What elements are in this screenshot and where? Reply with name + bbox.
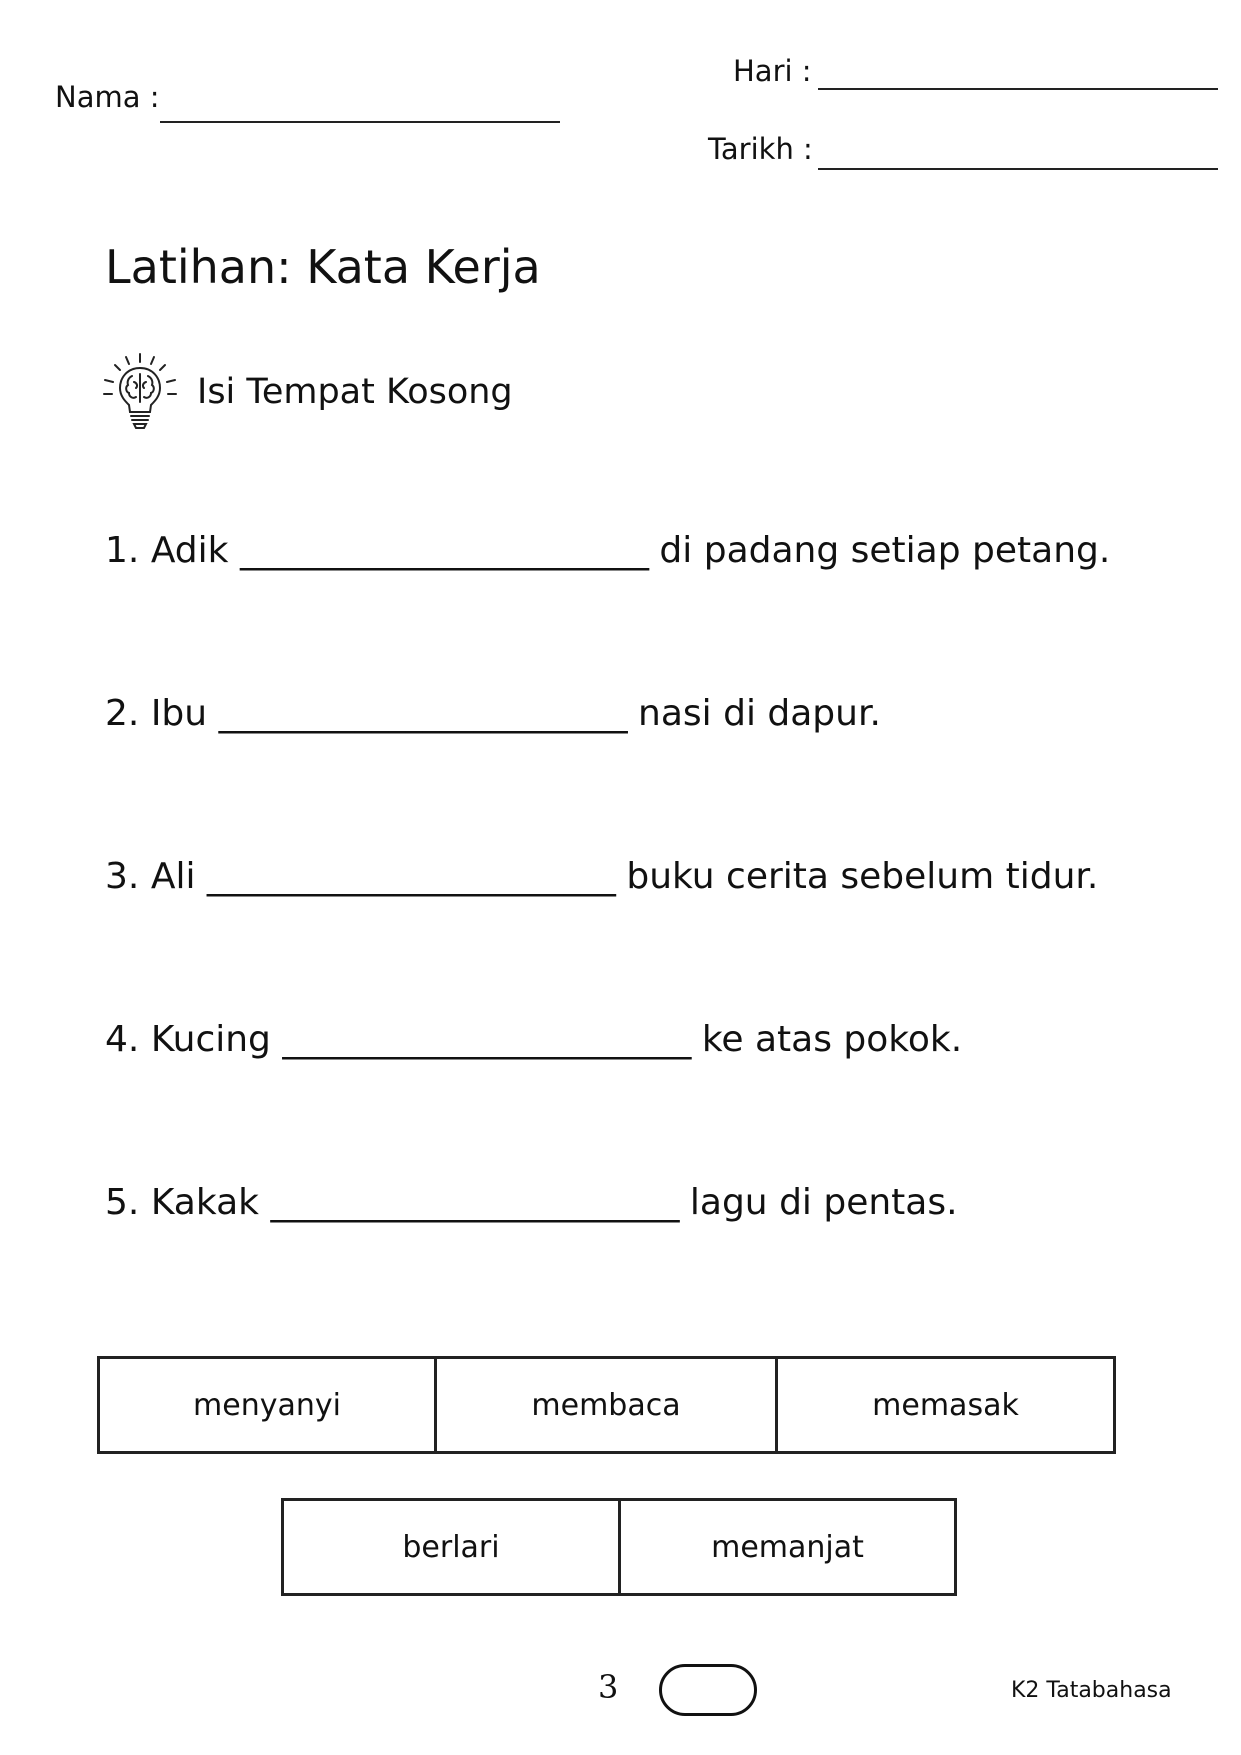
question-subject: Kakak [150,1182,259,1223]
question-number: 5. [105,1182,140,1223]
question-rest: di padang setiap petang. [659,530,1111,571]
page-title: Latihan: Kata Kerja [105,240,541,294]
section-heading: Isi Tempat Kosong [197,372,513,412]
page-number: 3 [598,1668,619,1706]
question-rest: ke atas pokok. [701,1019,963,1060]
question-rest: buku cerita sebelum tidur. [626,856,1099,897]
answer-blank[interactable]: ________________________ [206,856,615,897]
word-bank-row-2 [281,1498,957,1596]
nama-field-line[interactable] [160,121,560,123]
score-box[interactable] [659,1664,757,1716]
word-bank-item: membaca [434,1359,775,1451]
lightbulb-brain-icon [100,352,180,432]
word-bank-item: memanjat [618,1501,954,1593]
question-subject: Adik [150,530,229,571]
question-rest: nasi di dapur. [638,693,881,734]
question-number: 4. [105,1019,140,1060]
nama-label: Nama : [55,80,160,114]
question-3 [105,856,1098,897]
question-number: 1. [105,530,140,571]
tarikh-label: Tarikh : [708,132,813,166]
question-subject: Kucing [150,1019,271,1060]
question-4 [105,1019,962,1060]
answer-blank[interactable]: ________________________ [239,530,648,571]
word-bank-item: berlari [402,1529,500,1565]
question-2 [105,693,881,734]
question-rest: lagu di pentas. [689,1182,958,1223]
hari-field-line[interactable] [818,88,1218,90]
question-1 [105,530,1110,571]
footer-tag: K2 Tatabahasa [1011,1678,1172,1703]
tarikh-field-line[interactable] [818,168,1218,170]
hari-label: Hari : [733,54,812,88]
question-5 [105,1182,958,1223]
answer-blank[interactable]: ________________________ [218,693,627,734]
question-number: 2. [105,693,140,734]
question-number: 3. [105,856,140,897]
question-subject: Ali [150,856,196,897]
word-bank-item: menyanyi [193,1387,341,1423]
answer-blank[interactable]: ________________________ [270,1182,679,1223]
question-subject: Ibu [150,693,208,734]
word-bank-row-1 [97,1356,1116,1454]
answer-blank[interactable]: ________________________ [282,1019,691,1060]
word-bank-item: memasak [775,1359,1113,1451]
